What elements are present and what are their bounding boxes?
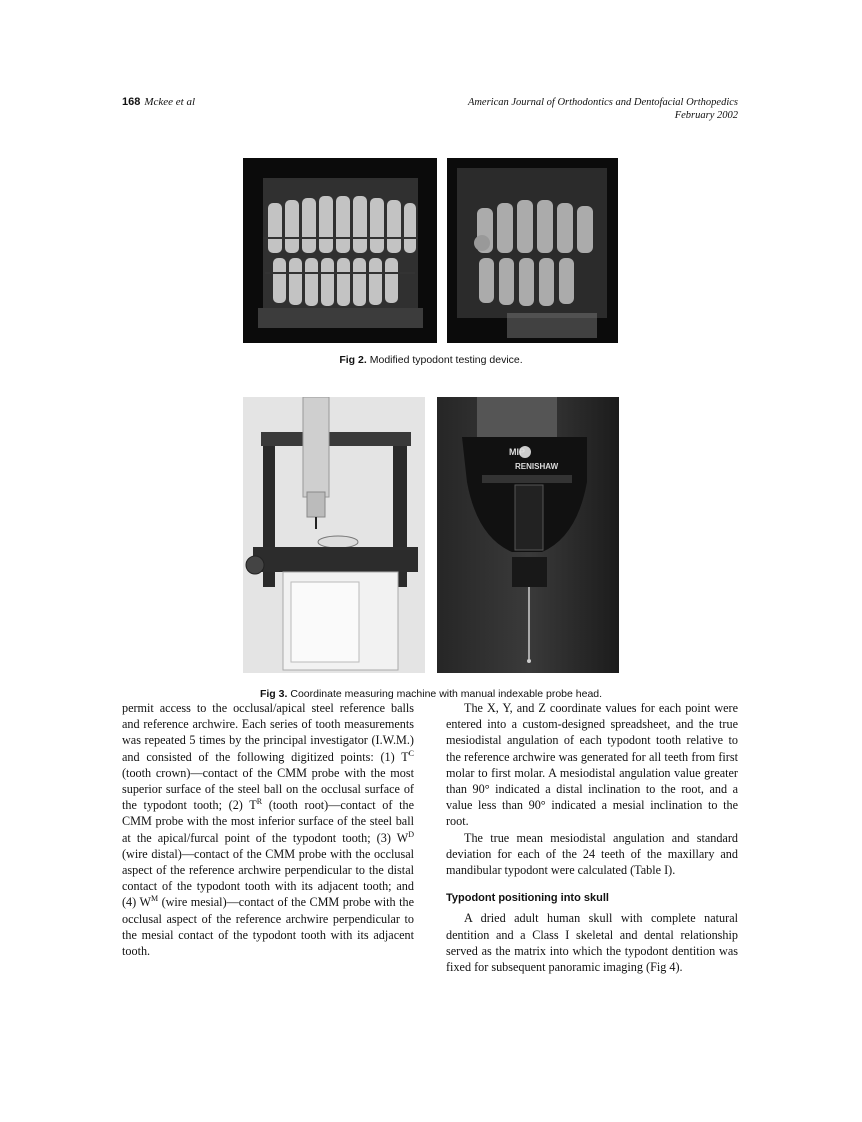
superscript: D: [408, 829, 414, 839]
paragraph: The X, Y, and Z coordinate values for each point were entered into a custom-designed spreadsheet, and the true mesiodistal angulation of each typodont tooth relative to the reference archwire was generated for all teeth from first molar to first molar. A mesiodistal angulation value greater than 90° indicated a distal inclination to the root, and a value less than 90° indicated a mesial inclination to the root.: [446, 701, 738, 829]
paragraph: The true mean mesiodistal angulation and standard deviation for each of the 24 teeth of the maxillary and mandibular typodont were calculated (Table I).: [446, 830, 738, 878]
running-header-right: [468, 96, 738, 122]
fig3-caption-text: Coordinate measuring machine with manual indexable probe head.: [290, 688, 603, 700]
cmm-machine-image: [243, 397, 425, 673]
page-number: 168: [122, 96, 141, 108]
paragraph: A dried adult human skull with complete natural dentition and a Class I skeletal and dental relationship served as the matrix into which the typodont dentition was fixed for subsequent panoramic imaging (Fig 4).: [446, 911, 738, 975]
typodont-side-image: [447, 158, 618, 343]
superscript: R: [256, 797, 263, 807]
text: (tooth root)—contact of the CMM probe with the most inferior surface of the steel ball at the apical/furcal point of the typodont tooth; (3) W: [122, 798, 414, 845]
fig2-caption: [0, 354, 862, 366]
probe-model-label: MIP: [509, 447, 526, 457]
fig3-photo-cmm: [243, 397, 425, 673]
fig3-label: Fig 3.: [259, 688, 288, 700]
text: (tooth crown)—contact of the CMM probe with the most superior surface of the steel ball on the occlusal surface of the typodont tooth; (2) T: [122, 765, 414, 813]
fig3-photo-probe: [437, 397, 619, 673]
text: permit access to the occlusal/apical steel reference balls and reference archwire. Each series of tooth measurements was repeated 5 times by the principal investigator (I.W.M.) and consisted of the following digitized points: (1) T: [122, 701, 414, 764]
fig2-label: Fig 2.: [339, 354, 367, 366]
left-column: [122, 700, 414, 959]
probe-brand-label: RENISHAW: [515, 462, 559, 471]
fig3-caption: [0, 688, 862, 700]
paragraph: [122, 700, 414, 959]
superscript: C: [408, 748, 414, 758]
text: (wire distal)—contact of the CMM probe with the occlusal aspect of the reference archwire perpendicular to the distal contact of the typodont tooth with its adjacent tooth; and (4) W: [122, 846, 414, 910]
running-header-left: [122, 96, 195, 108]
fig2-photo-side: [447, 158, 618, 343]
fig2-caption-text: Modified typodont testing device.: [369, 354, 523, 366]
issue-date: February 2002: [674, 110, 738, 121]
probe-head-image: [437, 397, 619, 673]
section-heading: Typodont positioning into skull: [446, 892, 609, 905]
journal-name: American Journal of Orthodontics and Dentofacial Orthopedics: [467, 97, 738, 108]
authors: Mckee et al: [144, 96, 196, 108]
fig2-photo-front: [243, 158, 437, 343]
superscript: M: [150, 894, 159, 904]
right-column: [446, 700, 738, 975]
typodont-front-image: [243, 158, 437, 343]
text: (wire mesial)—contact of the CMM probe with the occlusal aspect of the reference archwire perpendicular to the mesial contact of the typodont tooth with its adjacent tooth.: [122, 895, 414, 959]
